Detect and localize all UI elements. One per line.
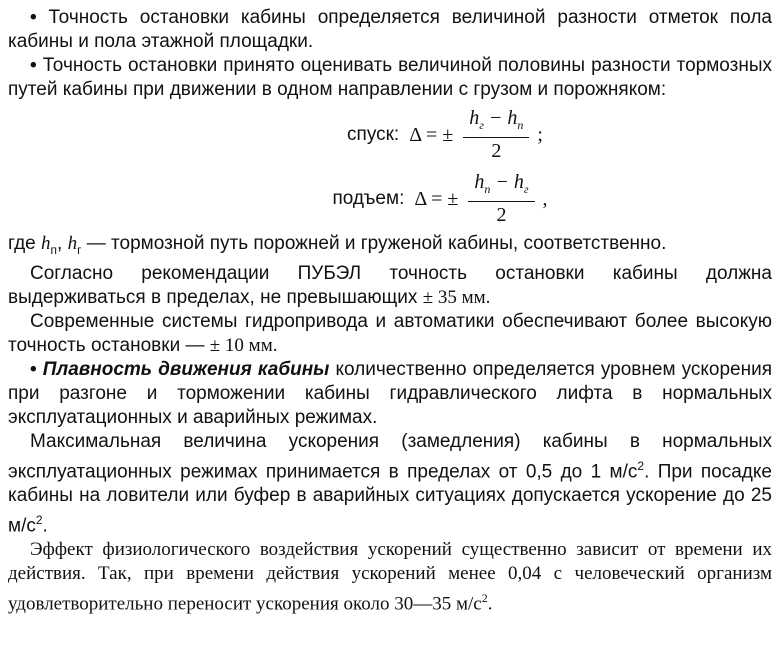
fraction-denominator: 2 [496,204,507,226]
tolerance-value: ± 35 мм. [422,286,491,308]
formula-ascent [108,168,772,230]
paragraph-stop-accuracy-estimation [8,54,772,102]
paragraph-smoothness: • Плавность движения кабины количественно определяется уровнем ускорения при разгоне и торможении кабины гидравлического лифта в нормальных эксплуатационных и аварийных режимах. [8,358,772,430]
paragraph-text: Точность остановки кабины определяется величиной разности отметок пола кабины и пола этажной площадки. [8,7,772,52]
tolerance-value: ± 10 мм. [209,334,278,356]
formula-label: спуск: [347,124,400,145]
formula-fraction [468,170,534,228]
formula-lhs: Δ = ± [414,188,459,210]
fraction-numerator: $h_п - h_г$ [468,170,534,202]
formula-end: , [542,188,548,210]
paragraph-modern-systems: Современные системы гидропривода и автоматики обеспечивают более высокую точность остановки — ± 10 мм. [8,310,772,356]
fraction-denominator: 2 [491,140,502,162]
paragraph-max-acceleration: Максимальная величина ускорения (замедления) кабины в нормальных эксплуатационных режимах принимается в пределах от 0,5 до 1 $м/с^2$. При посадке кабины на ловители или буфер в аварийных ситуациях допускается ускорение до 25 $м/с^2$. [8,430,772,537]
formula-fraction [463,106,529,164]
formula-lhs: Δ = ± [409,124,454,146]
paragraph-stop-accuracy-definition [8,6,772,54]
formula-end: ; [537,124,543,146]
paragraph-physiological-effect: Эффект физиологического воздействия ускорений существенно зависит от времени их действия. Так, при времени действия ускорений менее 0,04 с человеческий организм удовлетворительно переносит ускорения около 30—35 $м/с^2$. [8,539,772,615]
fraction-numerator: $h_г - h_п$ [463,106,529,138]
emphasized-term: Плавность движения кабины [42,358,330,380]
formula-descent [118,104,772,166]
paragraph-text: Точность остановки принято оценивать величиной половины разности тормозных путей кабины при движении в одном направлении с грузом и порожняком: [8,55,772,100]
formula-label: подъем: [332,188,405,209]
paragraph-pubel-recommendation: Согласно рекомендации ПУБЭЛ точность остановки кабины должна выдерживаться в пределах, не превышающих ± 35 мм. [8,262,772,308]
paragraph-variables-explanation: где $h_п$, $h_г$ — тормозной путь порожней и груженой кабины, соответственно. [8,233,667,257]
